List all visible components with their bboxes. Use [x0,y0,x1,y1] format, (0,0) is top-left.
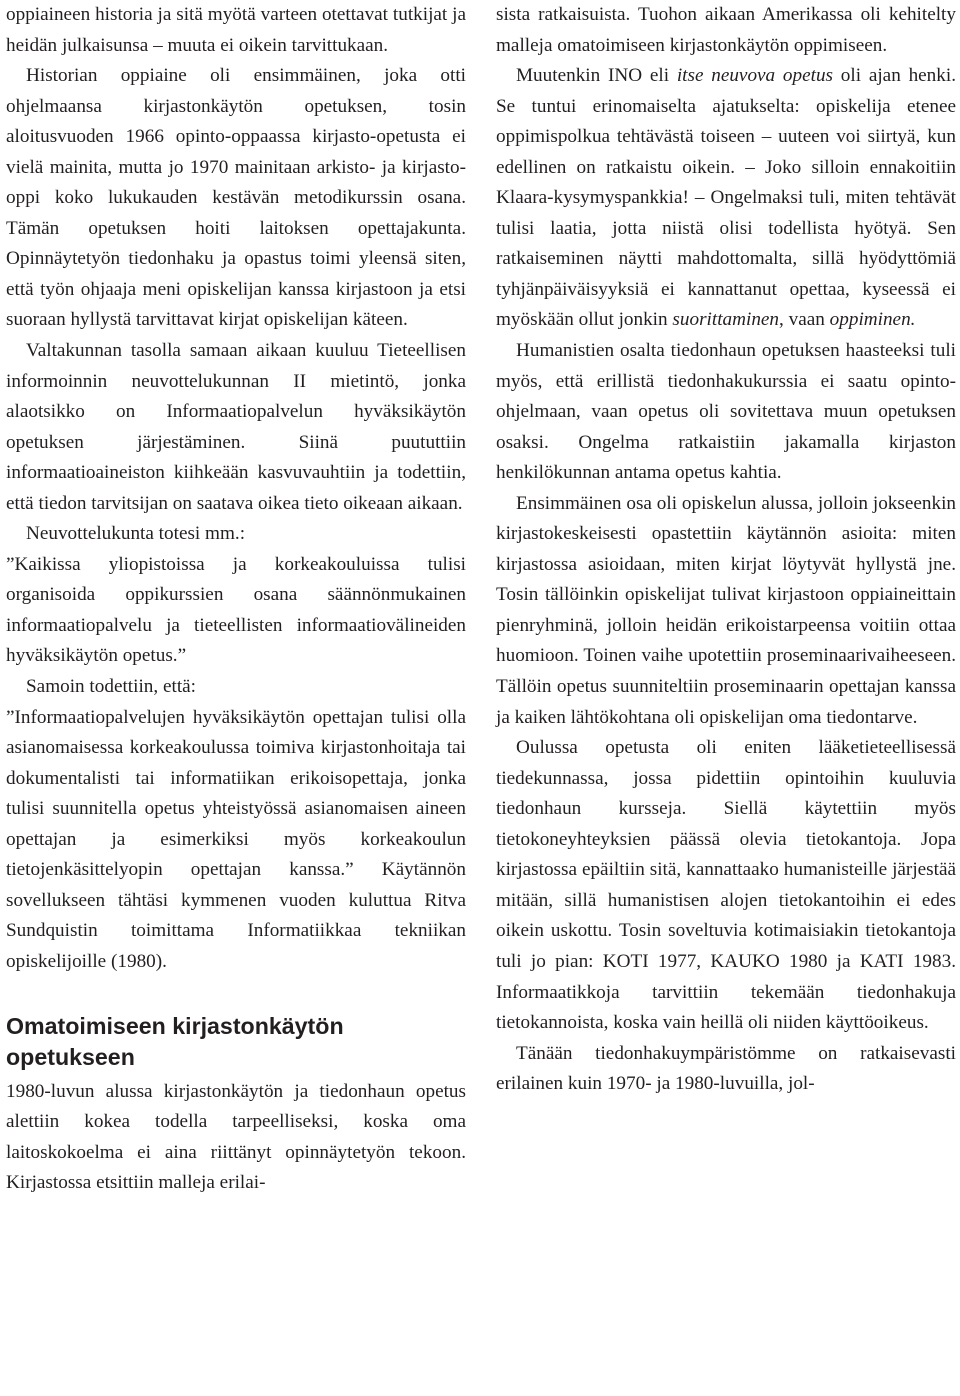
paragraph: Humanistien osalta tiedonhaun opetuksen haasteeksi tuli myös, että erillistä tiedonhakukurssia ei saatu opinto-ohjelmaan, vaan opetus oli sovitettava muun opetuksen osaksi. Ongelma ratkaistiin jakamalla kirjaston henkilökunnan antama opetus kahtia. [496,340,956,484]
text-run: , vaan [779,309,830,331]
paragraph: Historian oppiaine oli ensimmäinen, joka otti ohjelmaansa kirjastonkäytön opetuksen, tosin aloitusvuoden 1966 opinto-oppaassa kirjasto-opetusta ei vielä mainita, mutta jo 1970 mainitaan arkisto- ja kirjasto-oppi koko lukukauden kestävän metodikurssin osana. Tämän opetuksen hoiti laitoksen opettajakunta. Opinnäytetyön tiedonhaku ja opastus toimi yleensä siten, että työn ohjaaja meni opiskelijan kanssa kirjastoon ja etsi suoraan hyllystä tarvittavat kirjat opiskelijan käteen. [6,65,466,331]
quote-paragraph: ”Informaatiopalvelujen hyväksikäytön opettajan tulisi olla asianomaisessa korkeakoulussa toimiva kirjastonhoitaja tai dokumentalisti tai informatiikan erikoisopettaja, jonka tulisi suunnitella opetus yhteistyössä asianomaisen aineen opettajan ja esimerkiksi myös korkeakoulun tietojenkäsittelyopin opettajan kanssa.” Käytännön sovellukseen tähtäsi kymmenen vuoden kuluttua Ritva Sundquistin toimittama Informatiikkaa tekniikan opiskelijoille (1980). [6,706,466,972]
left-column [6,0,466,1199]
section-heading: Omatoimiseen kirjastonkäytön opetukseen [6,1012,344,1070]
italic-term: itse neuvova opetus [676,65,834,87]
text-run: oli ajan henki. Se tuntui erinomaiselta ajatukselta: opiskelija etenee oppimispolkua tehtävästä toiseen – uuteen voi siirtyä, kun edellinen on ratkaistu oikein. – Joko silloin ennakoitiin Klaara-kysymyspankkia! – Ongelmaksi tuli, miten tehtävät tulisi laatia, jotta niistä olisi todellista hyötyä. Sen ratkaiseminen näytti mahdottomalta, sillä hyödyttömiä tyhjänpäiväisyyksiä ei kannattanut opettaa, kyseessä ei myöskään ollut jonkin [496,65,956,331]
paragraph: Oulussa opetusta oli eniten lääketieteellisessä tiedekunnassa, jossa pidettiin opintoihin kuuluvia tiedonhaun kursseja. Siellä käytettiin myös tietokoneyhteyksien päässä olevia tietokantoja. Jopa kirjastossa epäiltiin sitä, kannattaako humanisteille järjestää mitään, sillä humanistisen alojen tietokantoihin ei edes oikein uskottu. Tosin soveltuvia kotimaisiakin tietokantoja tuli jo pian: KOTI 1977, KAUKO 1980 ja KATI 1983. Informaatikkoja tarvittiin tekemään tiedonhakuja tietokannoista, koska vain heillä oli niiden käyttöoikeus. [496,737,956,1034]
quote-paragraph: ”Kaikissa yliopistoissa ja korkeakouluissa tulisi organisoida oppikurssien osana säännönmukainen informaatiopalvelu ja tieteellisten informaatiovälineiden hyväksikäytön opetus.” [6,553,466,667]
paragraph-continued: sista ratkaisuista. Tuohon aikaan Amerikassa oli kehitelty malleja omatoimiseen kirjastonkäytön oppimiseen. [496,4,956,56]
italic-term: suorittaminen [672,309,780,331]
paragraph [496,61,956,336]
paragraph-continued: oppiaineen historia ja sitä myötä varteen otettavat tutkijat ja heidän julkaisunsa – muuta ei oikein tarvittukaan. [6,4,466,56]
paragraph: Tänään tiedonhakuympäristömme on ratkaisevasti erilainen kuin 1970- ja 1980-luvuilla, jol- [496,1042,956,1095]
italic-term: oppiminen. [829,309,916,331]
text-run: Muutenkin INO eli [516,65,677,87]
right-column [496,0,956,1100]
paragraph: Valtakunnan tasolla samaan aikaan kuuluu Tieteellisen informoinnin neuvottelukunnan II mietintö, jonka alaotsikko on Informaatiopalvelun hyväksikäytön opetuksen järjestäminen. Siinä puututtiin informaatioaineiston kiihkeään kasvuvauhtiin ja todettiin, että tiedon tarvitsijan on saatava oikea tieto oikeaan aikaan. [6,340,466,514]
paragraph: Neuvottelukunta totesi mm.: [26,523,246,545]
paragraph: 1980-luvun alussa kirjastonkäytön ja tiedonhaun opetus alettiin kokea todella tarpeelliseksi, koska oma laitoskokoelma ei aina riittänyt opinnäytetyön tekoon. Kirjastossa etsittiin malleja erilai- [6,1080,466,1194]
paragraph: Ensimmäinen osa oli opiskelun alussa, jolloin jokseenkin kirjastokeskeisesti opastettiin käytännön asioita: miten kirjastossa asioidaan, miten kirjat löytyvät hyllystä jne. Tosin tällöinkin opiskelijat tulivat kirjastoon oppiaineittain pienryhminä, jolloin heidän erikoistarpeensa voitiin ottaa huomioon. Toinen vaihe upotettiin proseminaarivaiheeseen. Tällöin opetus suunniteltiin proseminaarin opettajan kanssa ja kaiken lähtökohtana oli opiskelijan oma tiedontarve. [496,492,956,728]
paragraph: Samoin todettiin, että: [26,676,196,698]
